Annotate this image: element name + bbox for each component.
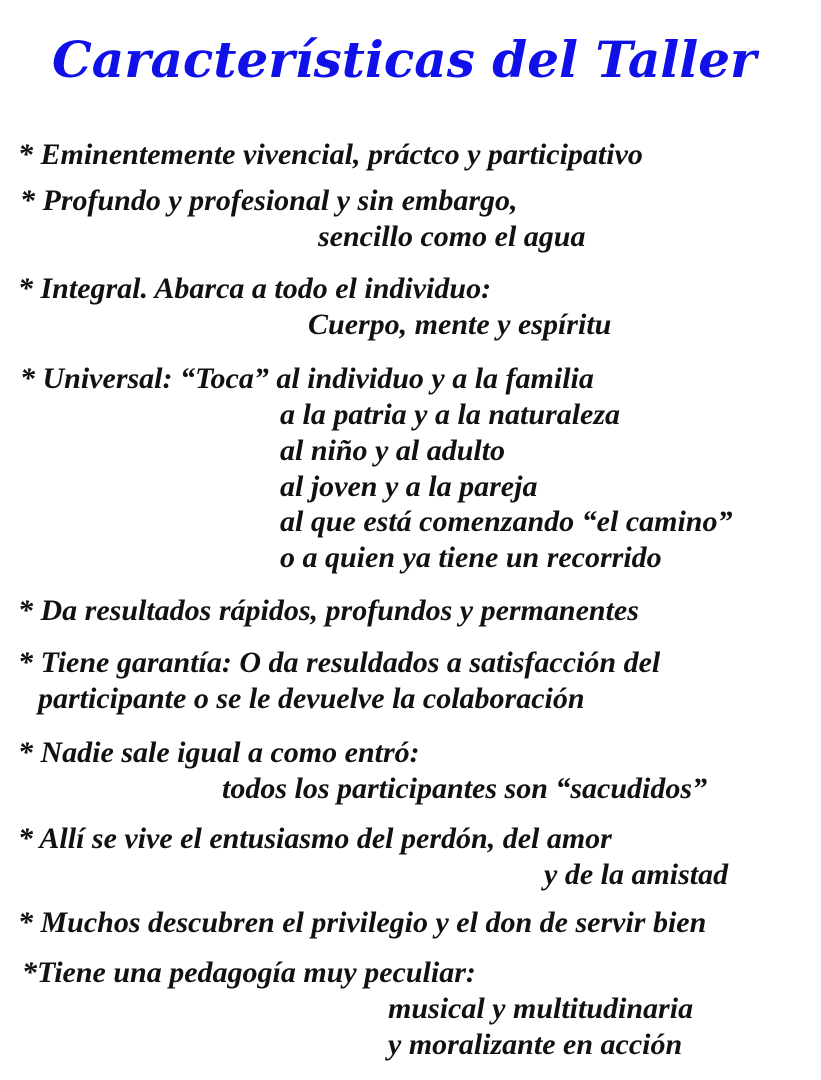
item-universal-cont-3: al joven y a la pareja [280, 470, 538, 503]
item-garantia-cont: participante o se le devuelve la colaboración [38, 682, 585, 715]
item-servir: * Muchos descubren el privilegio y el don de servir bien [18, 906, 707, 939]
item-integral-cont: Cuerpo, mente y espíritu [308, 308, 612, 341]
item-resultados: * Da resultados rápidos, profundos y permanentes [18, 594, 639, 627]
item-universal-cont-1: a la patria y a la naturaleza [280, 398, 621, 431]
item-perdon: * Allí se vive el entusiasmo del perdón, del amor [18, 822, 612, 855]
item-universal: * Universal: “Toca” al individuo y a la familia [20, 362, 594, 395]
item-vivencial: * Eminentemente vivencial, práctco y participativo [18, 138, 643, 171]
item-universal-cont-5: o a quien ya tiene un recorrido [280, 541, 662, 574]
item-pedagogia-cont-1: musical y multitudinaria [388, 992, 694, 1025]
item-profundo: * Profundo y profesional y sin embargo, [20, 184, 518, 217]
item-universal-cont-2: al niño y al adulto [280, 434, 506, 467]
page-title: Características del Taller [52, 30, 757, 89]
item-profundo-cont: sencillo como el agua [318, 220, 586, 253]
item-nadie-cont: todos los participantes son “sacudidos” [222, 772, 708, 805]
item-integral: * Integral. Abarca a todo el individuo: [18, 272, 492, 305]
item-pedagogia: *Tiene una pedagogía muy peculiar: [22, 956, 476, 989]
item-universal-cont-4: al que está comenzando “el camino” [280, 505, 733, 538]
item-pedagogia-cont-2: y moralizante en acción [388, 1028, 683, 1061]
item-garantia: * Tiene garantía: O da resuldados a satisfacción del [18, 646, 661, 679]
item-perdon-cont: y de la amistad [544, 858, 729, 891]
item-nadie: * Nadie sale igual a como entró: [18, 736, 420, 769]
